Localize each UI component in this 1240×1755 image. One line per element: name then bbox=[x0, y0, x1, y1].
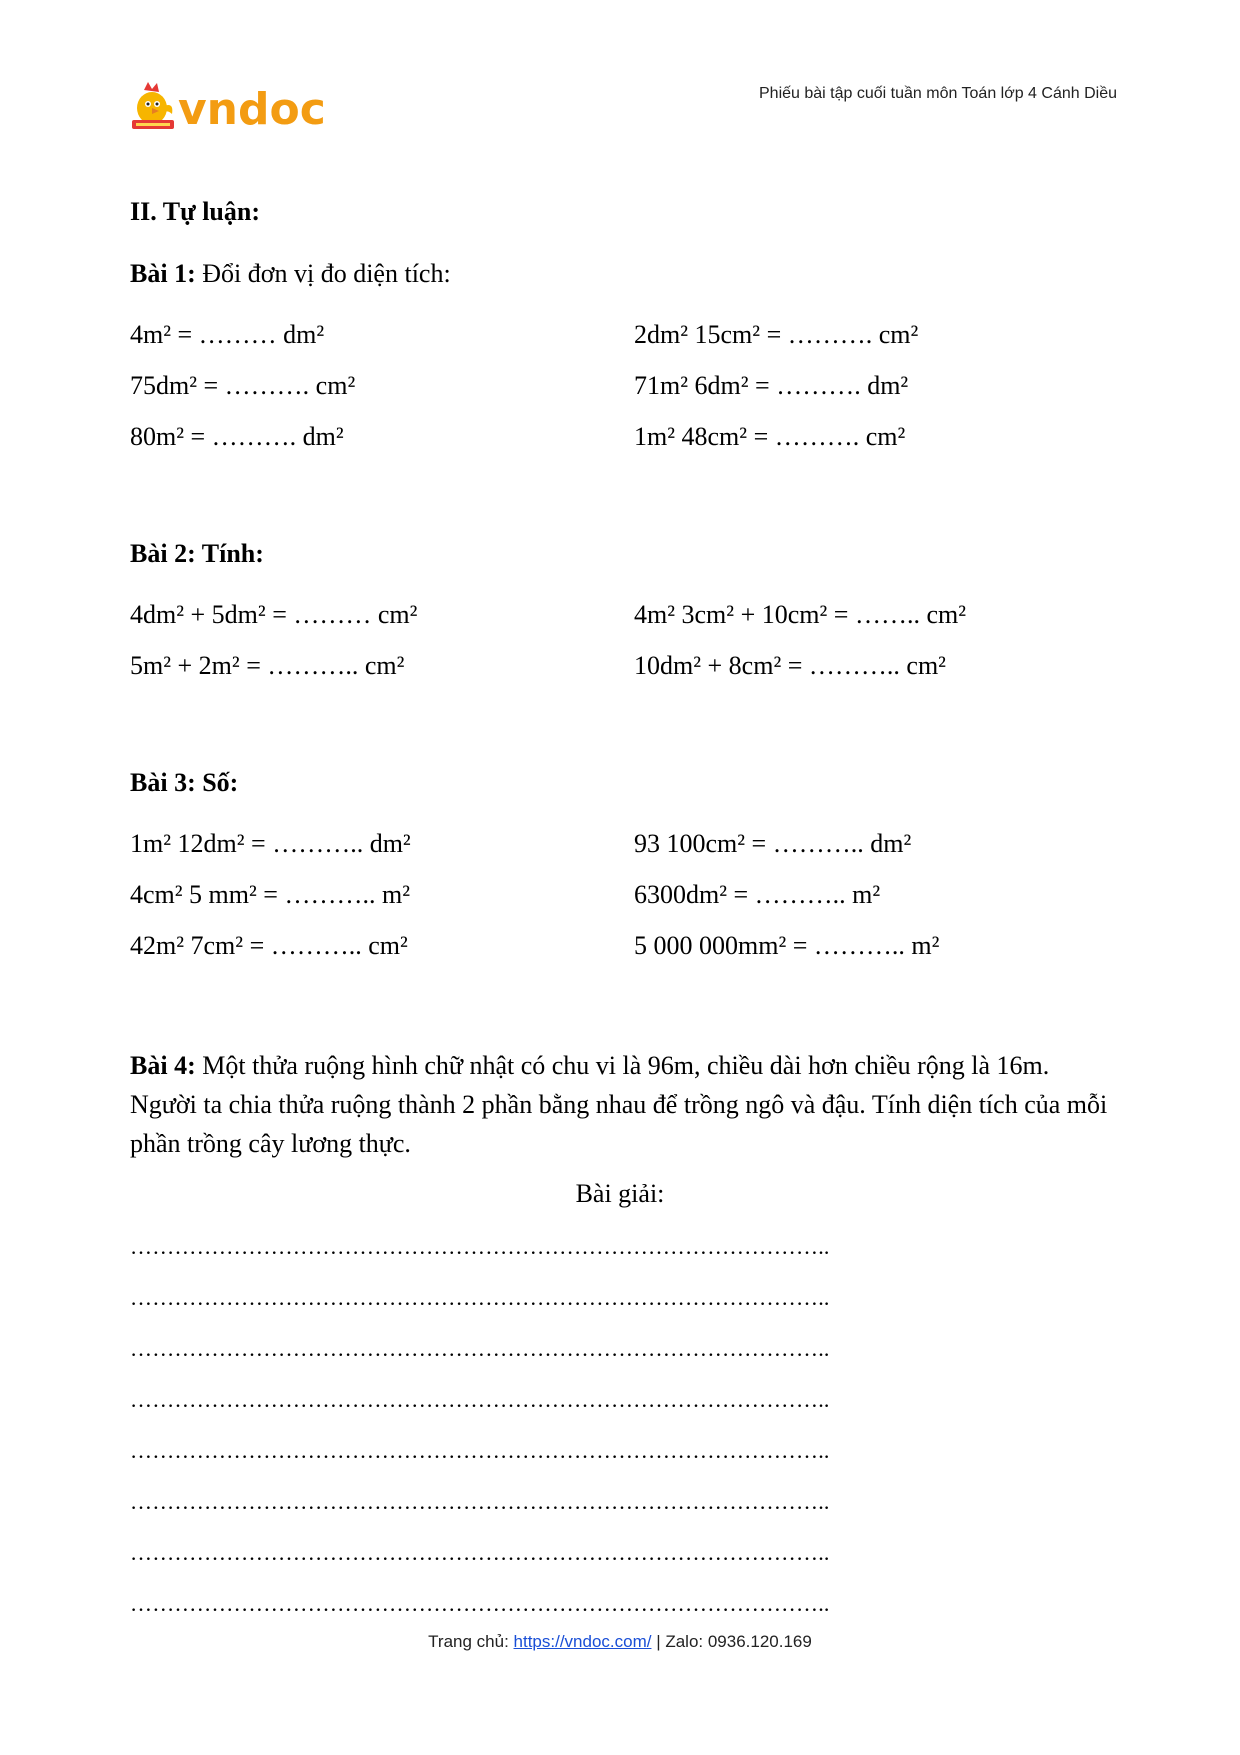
exercise-2-row bbox=[130, 651, 1110, 702]
exercise-1-text: Đổi đơn vị đo diện tích: bbox=[195, 259, 451, 288]
exercise-1-row bbox=[130, 320, 1110, 371]
svg-text:vndoc: vndoc bbox=[178, 84, 326, 135]
answer-line[interactable]: ………………………………………………………………………………….. bbox=[130, 1489, 830, 1514]
exercise-3-item: 93 100cm² = ……….. dm² bbox=[634, 829, 912, 858]
exercise-1-item: 75dm² = ………. cm² bbox=[130, 371, 356, 400]
answer-line[interactable]: ………………………………………………………………………………….. bbox=[130, 1387, 830, 1412]
answer-line[interactable]: ………………………………………………………………………………….. bbox=[130, 1285, 830, 1310]
section-title: II. Tự luận: bbox=[130, 197, 261, 226]
exercise-4-text: Một thửa ruộng hình chữ nhật có chu vi là 96m, chiều dài hơn chiều rộng là 16m. Người ta chia thửa ruộng thành 2 phần bằng nhau để trồng ngô và đậu. Tính diện tích của mỗi phần trồng cây lương thực. bbox=[130, 1051, 1108, 1158]
exercise-1-item: 2dm² 15cm² = ………. cm² bbox=[634, 320, 919, 349]
exercise-2-item: 4m² 3cm² + 10cm² = …….. cm² bbox=[634, 600, 967, 629]
exercise-2-heading bbox=[130, 539, 264, 569]
footer-prefix: Trang chủ: bbox=[428, 1632, 514, 1651]
exercise-3-item: 5 000 000mm² = ……….. m² bbox=[634, 931, 940, 960]
exercise-2-grid bbox=[130, 600, 1110, 702]
answer-line[interactable]: ………………………………………………………………………………….. bbox=[130, 1591, 830, 1616]
header-title: Phiếu bài tập cuối tuần môn Toán lớp 4 Cánh Diều bbox=[759, 85, 1117, 102]
chicken-mascot-icon bbox=[132, 82, 174, 129]
vndoc-logo[interactable] bbox=[130, 80, 345, 140]
exercise-1-item: 1m² 48cm² = ………. cm² bbox=[634, 422, 906, 451]
exercise-4-problem bbox=[130, 1046, 1115, 1163]
solution-title: Bài giải: bbox=[575, 1179, 665, 1208]
exercise-3-row bbox=[130, 829, 1110, 880]
exercise-1-grid bbox=[130, 320, 1110, 473]
answer-line[interactable]: ………………………………………………………………………………….. bbox=[130, 1438, 830, 1463]
exercise-1-row bbox=[130, 371, 1110, 422]
exercise-3-label: Bài 3: Số: bbox=[130, 768, 239, 797]
exercise-1-item: 4m² = ……… dm² bbox=[130, 320, 325, 349]
exercise-2-item: 10dm² + 8cm² = ……….. cm² bbox=[634, 651, 946, 680]
answer-area[interactable] bbox=[130, 1234, 1115, 1642]
exercise-3-item: 42m² 7cm² = ……….. cm² bbox=[130, 931, 408, 960]
exercise-3-row bbox=[130, 880, 1110, 931]
exercise-2-item: 5m² + 2m² = ……….. cm² bbox=[130, 651, 405, 680]
exercise-3-item: 6300dm² = ……….. m² bbox=[634, 880, 881, 909]
exercise-3-row bbox=[130, 931, 1110, 982]
vndoc-logo-graphic bbox=[130, 80, 345, 140]
exercise-3-item: 1m² 12dm² = ……….. dm² bbox=[130, 829, 411, 858]
footer bbox=[0, 1632, 1240, 1652]
exercise-4-label: Bài 4: bbox=[130, 1051, 196, 1080]
homepage-link[interactable]: https://vndoc.com/ bbox=[513, 1632, 652, 1651]
exercise-3-heading bbox=[130, 768, 238, 798]
exercise-3-item: 4cm² 5 mm² = ……….. m² bbox=[130, 880, 410, 909]
exercise-2-row bbox=[130, 600, 1110, 651]
answer-line[interactable]: ………………………………………………………………………………….. bbox=[130, 1336, 830, 1361]
answer-line[interactable]: ………………………………………………………………………………….. bbox=[130, 1540, 830, 1565]
exercise-2-item: 4dm² + 5dm² = ……… cm² bbox=[130, 600, 418, 629]
answer-line[interactable]: ………………………………………………………………………………….. bbox=[130, 1234, 830, 1259]
exercise-1-item: 80m² = ………. dm² bbox=[130, 422, 344, 451]
footer-contact: | Zalo: 0936.120.169 bbox=[651, 1632, 812, 1651]
exercise-1-row bbox=[130, 422, 1110, 473]
exercise-1-item: 71m² 6dm² = ………. dm² bbox=[634, 371, 909, 400]
exercise-2-label: Bài 2: Tính: bbox=[130, 539, 264, 568]
exercise-1-heading bbox=[130, 259, 451, 289]
exercise-1-label: Bài 1: bbox=[130, 259, 196, 288]
exercise-3-grid bbox=[130, 829, 1110, 982]
